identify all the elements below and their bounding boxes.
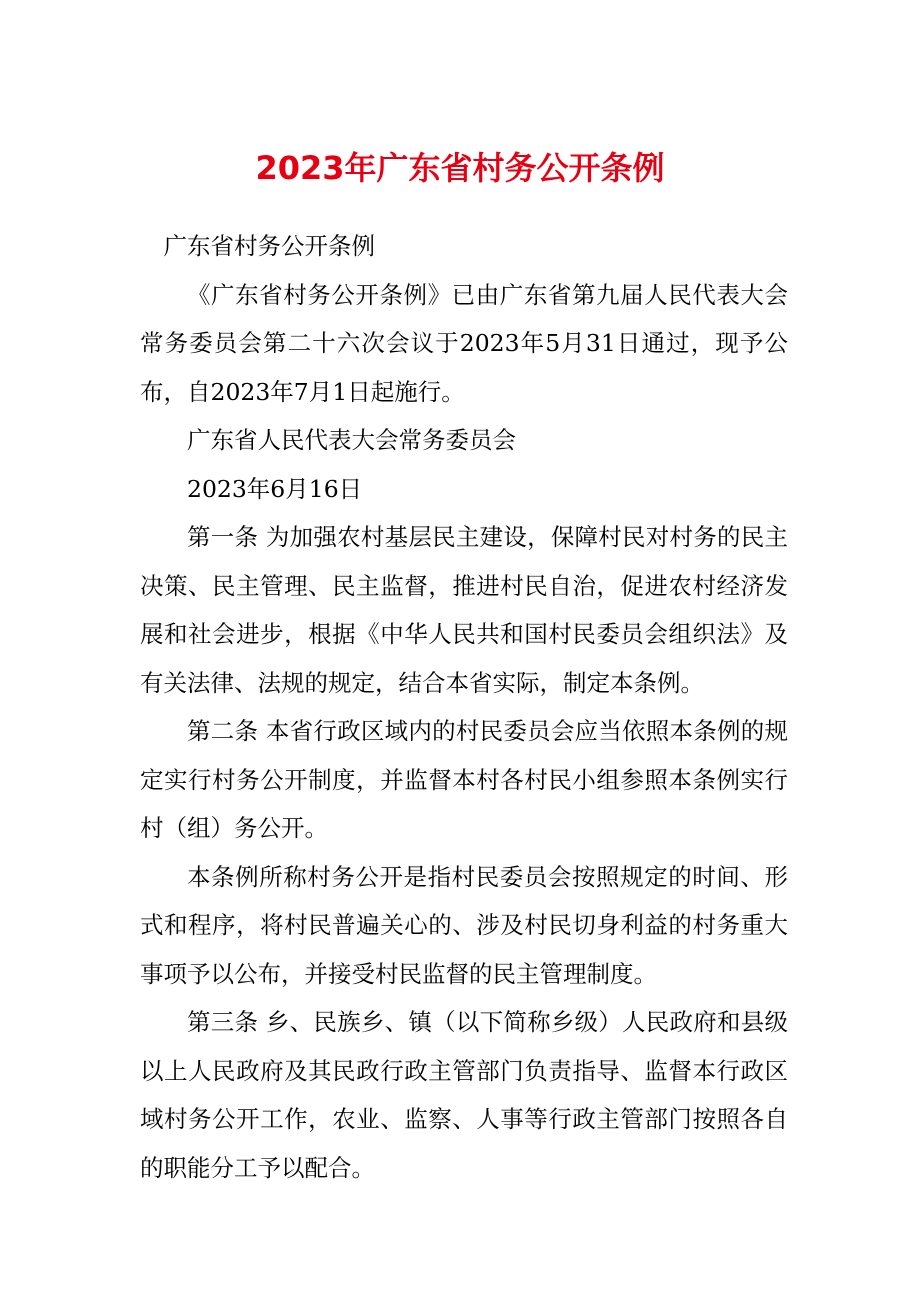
issuer-paragraph: 广东省人民代表大会常务委员会 <box>187 426 516 454</box>
article-3-paragraph: 第三条 乡、民族乡、镇（以下简称乡级）人民政府和县级以上人民政府及其民政行政主管部门负责指导、监督本行政区域村务公开工作，农业、监察、人事等行政主管部门按照各自的职能分工予以配合。 <box>140 1008 788 1182</box>
promulgation-paragraph: 《广东省村务公开条例》已由广东省第九届人民代表大会常务委员会第二十六次会议于2023年5月31日通过，现予公布，自2023年7月1日起施行。 <box>140 280 788 406</box>
article-2-paragraph: 第二条 本省行政区域内的村民委员会应当依照本条例的规定实行村务公开制度，并监督本村各村民小组参照本条例实行村（组）务公开。 <box>140 717 788 842</box>
article-1-paragraph: 第一条 为加强农村基层民主建设，保障村民对村务的民主决策、民主管理、民主监督，推进村民自治，促进农村经济发展和社会进步，根据《中华人民共和国村民委员会组织法》及有关法律、法规的规定，结合本省实际，制定本条例。 <box>140 523 788 697</box>
document-body <box>140 222 788 1192</box>
document-title: 2023年广东省村务公开条例 <box>255 149 665 187</box>
definition-paragraph: 本条例所称村务公开是指村民委员会按照规定的时间、形式和程序，将村民普遍关心的、涉及村民切身利益的村务重大事项予以公布，并接受村民监督的民主管理制度。 <box>140 862 788 988</box>
subtitle-paragraph: 广东省村务公开条例 <box>163 232 375 260</box>
date-paragraph: 2023年6月16日 <box>187 474 363 503</box>
